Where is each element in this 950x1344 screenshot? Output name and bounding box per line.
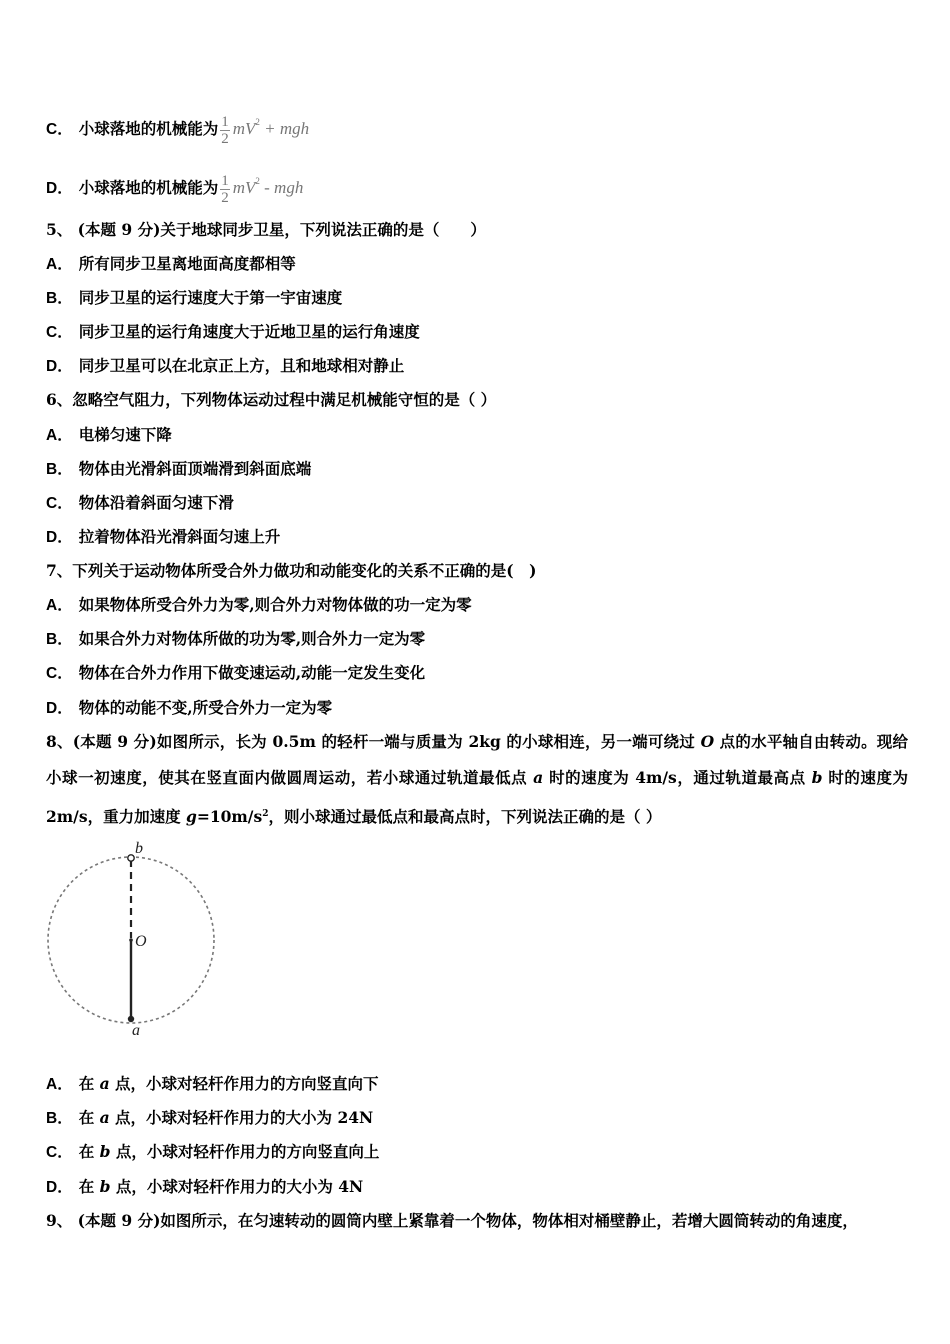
q7-option-a: A． 如果物体所受合外力为零,则合外力对物体做的功一定为零	[46, 595, 472, 614]
q5-option-a: A． 所有同步卫星离地面高度都相等	[46, 254, 296, 273]
q6-option-c: C． 物体沿着斜面匀速下滑	[46, 493, 234, 512]
q6-option-a: A． 电梯匀速下降	[46, 425, 172, 444]
fraction: $\frac{1}{2}$	[221, 113, 229, 147]
q6-option-d: D． 拉着物体沿光滑斜面匀速上升	[46, 527, 281, 546]
q5-option-c: C． 同步卫星的运行角速度大于近地卫星的运行角速度	[46, 322, 420, 341]
q8-stem: 8、(本题 9 分)如图所示，长为 0.5m 的轻杆一端与质量为 2kg 的小球相连，另一端可绕过 O 点的水平轴自由转动。现给小球一初速度，使其在竖直面内做圆周运动，若小球通过轨道最低点 a 时的速度为 4m/s，通过轨道最高点 b 时的速度为 2m/s，重力加速度 $g=10m/s^2$，则小球通过最低点和最高点时，下列说法正确的是（ ）	[46, 732, 908, 827]
q5-option-b: B． 同步卫星的运行速度大于第一宇宙速度	[46, 288, 343, 307]
fraction: $\frac{1}{2}$	[221, 172, 229, 206]
q7-option-b: B． 如果合外力对物体所做的功为零,则合外力一定为零	[46, 629, 426, 648]
q6-option-b: B． 物体由光滑斜面顶端滑到斜面底端	[46, 459, 312, 478]
q8-option-c: C． 在 b 点，小球对轻杆作用力的方向竖直向上	[46, 1142, 380, 1161]
q9-stem: 9、 (本题 9 分)如图所示，在匀速转动的圆筒内壁上紧靠着一个物体，物体相对桶壁静止，若增大圆筒转动的角速度，	[46, 1211, 858, 1230]
formula: $mV^2$ - mgh	[232, 176, 304, 197]
q8-option-b: B． 在 a 点，小球对轻杆作用力的大小为 24N	[46, 1108, 374, 1127]
q5-stem: 5、 (本题 9 分)关于地球同步卫星，下列说法正确的是（ ）	[46, 220, 486, 239]
q8-option-d: D． 在 b 点，小球对轻杆作用力的大小为 4N	[46, 1177, 364, 1196]
label-a: a	[132, 1022, 140, 1038]
q7-option-d: D． 物体的动能不变,所受合外力一定为零	[46, 698, 333, 717]
q4-option-c: C． 小球落地的机械能为 $\frac{1}{2}$ $mV^2$ + mgh	[46, 113, 310, 147]
q7-option-c: C． 物体在合外力作用下做变速运动,动能一定发生变化	[46, 663, 426, 682]
label-o: O	[135, 933, 147, 950]
q7-stem: 7、下列关于运动物体所受合外力做功和动能变化的关系不正确的是( )	[46, 561, 537, 580]
q6-stem: 6、忽略空气阻力，下列物体运动过程中满足机械能守恒的是（ ）	[46, 390, 497, 409]
circular-motion-figure	[42, 838, 227, 1038]
point-o	[129, 938, 133, 942]
label-b: b	[135, 840, 143, 857]
formula: $mV^2$ + mgh	[232, 117, 310, 138]
q4-option-d: D． 小球落地的机械能为 $\frac{1}{2}$ $mV^2$ - mgh	[46, 172, 304, 206]
q5-option-d: D． 同步卫星可以在北京正上方，且和地球相对静止	[46, 356, 405, 375]
point-b	[128, 855, 134, 861]
q8-option-a: A． 在 a 点，小球对轻杆作用力的方向竖直向下	[46, 1074, 379, 1093]
